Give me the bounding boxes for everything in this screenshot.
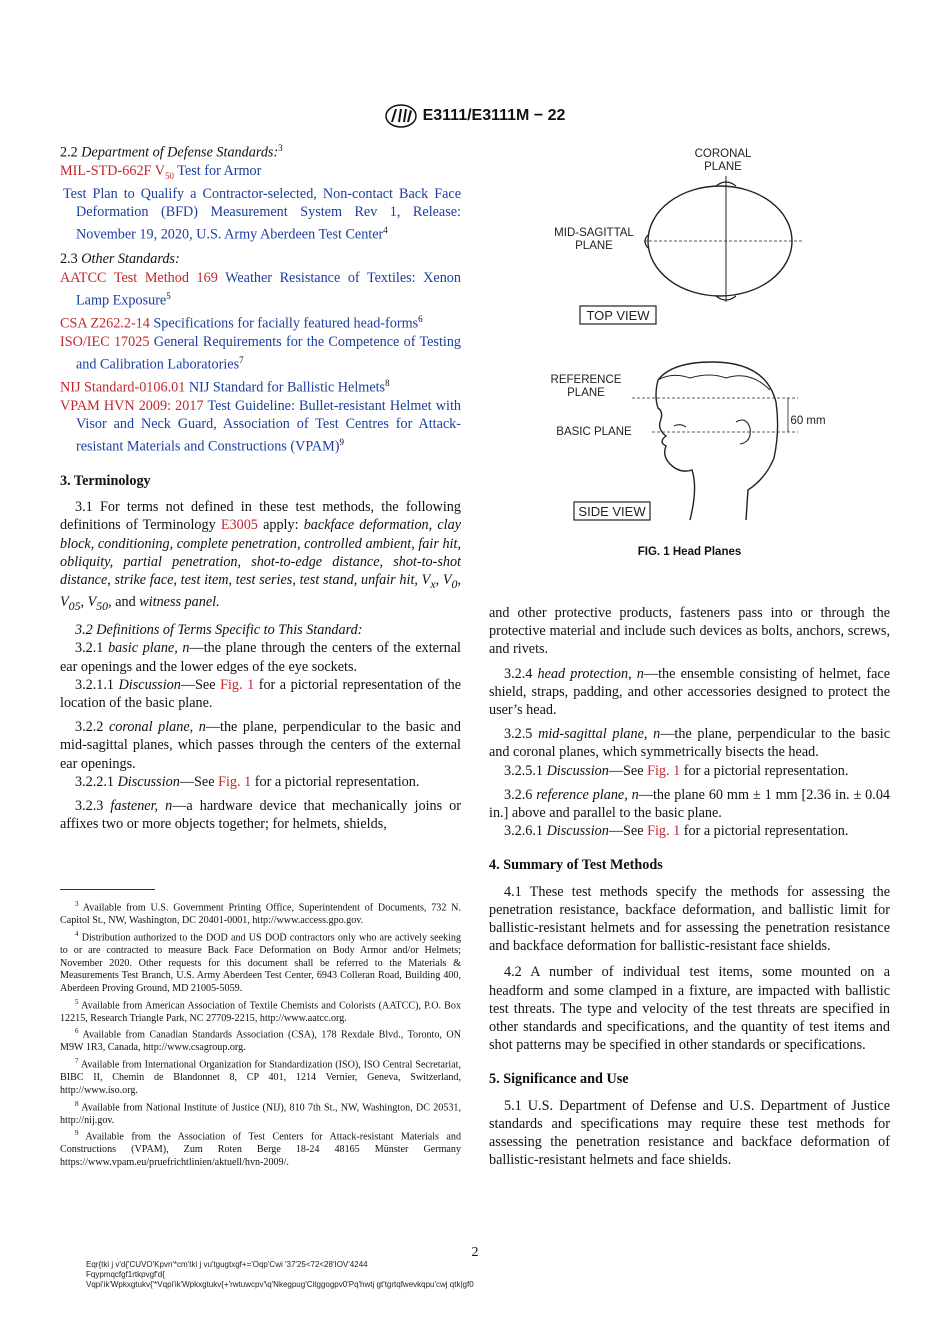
footer-line: Fqypmqcfgf1rtkpvgf'd{ [86,1270,165,1279]
paragraph-3-2-3-continued: and other protective products, fasteners pass into or through the protective material and include such devices as bolts, anchors, screws, and rivets. [489,605,890,658]
reference-item[interactable]: AATCC Test Method 169 Weather Resistance of Textiles: Xenon Lamp Exposure$^5$ [60,269,461,309]
label-coronal-plane: PLANE [704,161,742,173]
paragraph-3-2-1: 3.2.1 basic plane, n—the plane through the centers of the external ear openings and the lower edges of the eye sockets. [60,640,461,675]
footnote: $^5$ Available from American Association of Textile Chemists and Colorists (AATCC), P.O. Box 12215, Research Triangle Park, NC 27709-2215, http://www.aatcc.org. [60,997,461,1024]
link-fig-1[interactable]: Fig. 1 [218,773,252,790]
reference-item[interactable]: MIL-STD-662F $V_{50}$ Test for Armor [60,162,262,181]
license-footer [86,1260,474,1290]
paragraph-5-1: 5.1 U.S. Department of Defense and U.S. Department of Justice standards and specifications may require these test methods for assessing the penetration resistance and backface deformation of ballistic-resistant helmets and face shields. [489,1097,890,1169]
reference-item[interactable]: ISO/IEC 17025 General Requirements for the Competence of Testing and Calibration Laboratories$^7$ [60,333,462,373]
link-e3005[interactable]: E3005 [220,517,258,534]
link-fig-1[interactable]: Fig. 1 [220,676,255,693]
paragraph-3-2-4: 3.2.4 head protection, n—the ensemble consisting of helmet, face shield, straps, padding, and other accessories designed to protect the user’s head. [489,665,890,719]
paragraph-4-1: 4.1 These test methods specify the methods for assessing the penetration resistance, backface deformation, and ballistic limit for ballistic-resistant helmets and for assessing the penetration resistance and backface deformation for ballistic-resistant face shields. [489,883,890,955]
side-view-label: SIDE VIEW [578,504,646,519]
section-4-title: 4. Summary of Test Methods [489,857,663,874]
reference-item[interactable]: VPAM HVN 2009: 2017 Test Guideline: Bullet-resistant Helmet with Visor and Neck Guard, Association of Test Centres for Attack-resistant Materials and Constructions (VPAM)$^9$ [60,397,461,455]
left-column [60,139,461,833]
footnote: $^3$ Available from U.S. Government Printing Office, Superintendent of Documents, 732 N. Capitol St., NW, Washington, DC 20401-0001, http://www.access.gpo.gov. [60,900,461,927]
footnote-rule [60,889,155,890]
right-column [489,604,890,1169]
hair-outline [658,375,770,390]
paragraph-3-2-6: 3.2.6 reference plane, n—the plane 60 mm ± 1 mm [2.36 in. ± 0.04 in.] above and parallel to the basic plane. [489,786,891,822]
eye-side [674,425,686,427]
paragraph-3-2-2-1: 3.2.2.1 Discussion—See Fig. 1 for a pictorial representation. [75,773,420,790]
label-coronal: CORONAL [694,148,752,160]
paragraph-3-2-5-1: 3.2.5.1 Discussion—See Fig. 1 for a pictorial representation. [504,762,849,779]
footnote: $^4$ Distribution authorized to the DOD and US DOD contractors only who are actively seeking to or are contracted to measure Back Face Deformation on Body Armor and/or Helmets; November 2020. Other requests for this document shall be referred to the Materials & Measurements Test Branch, U.S. Army Aberdeen Test Center, 6943 Colleran Road, Building 400, Aberdeen Proving Ground, MD 21005-5059. [60,929,462,994]
dimension-label: 60 mm [790,415,826,427]
figure-head-planes [540,140,840,560]
top-view-label: TOP VIEW [586,308,650,323]
section-2-2-heading: 2.2 Department of Defense Standards:$^3$ [60,143,283,161]
profile-outline [656,362,778,520]
section-3-title: 3. Terminology [60,473,151,490]
section-5-title: 5. Significance and Use [489,1071,629,1088]
document-code: E3111/E3111M − 22 [422,107,566,124]
paragraph-3-1: 3.1 For terms not defined in these test methods, the following definitions of Terminology E3005 apply: backface deformation, clay block, conditioning, complete penetration, controlled ambient, fair hit, obliquity, partial penetration, shot-to-edge distance, shot-to-shot distance, strike face, test item, test series, test stand, unfair hit, $V_x$, $V_0$, $V_{05}$, $V_{50}$, and witness panel. [60,499,462,613]
reference-item[interactable]: NIJ Standard-0106.01 NIJ Standard for Ballistic Helmets$^8$ [60,377,390,396]
page-header [0,103,950,129]
astm-logo-icon [385,104,417,128]
paragraph-3-2-2: 3.2.2 coronal plane, n—the plane, perpendicular to the basic and mid-sagittal planes, which passes through the centers of the external ear openings. [60,719,461,772]
label-mid-sagittal-plane: PLANE [575,240,613,252]
paragraph-3-2: 3.2 Definitions of Terms Specific to This Standard: [75,622,363,639]
paragraph-3-2-6-1: 3.2.6.1 Discussion—See Fig. 1 for a pictorial representation. [504,823,849,840]
footer-line: Vqpi'ik'Wpkxgtukv{'*Vqpi'ik'Wpkxgtukv{+'rwtuwcpv'\q'Nkegpug'Citggogpv0'Pq'hwtj gt'tgrtqfwevkqpu'cwj qtk|gf0 [86,1280,474,1289]
link-fig-1[interactable]: Fig. 1 [647,762,681,779]
section-2-3-heading: 2.3 Other Standards: [60,251,180,268]
label-basic-plane: BASIC PLANE [556,426,632,438]
label-reference: REFERENCE [550,374,622,386]
reference-item[interactable]: Test Plan to Qualify a Contractor-selected, Non-contact Back Face Deformation (BFD) Measurement System Rev 1, Release: November 19, 2020, U.S. Army Aberdeen Test Center$^4$ [63,185,461,244]
footer-line: Eqr{tki j v'd{'CUVO'Kpvn'*cm'tki j vu'tgugtxgf+='Oqp'Cwi '37'25<72<28'IOV'4244 [86,1260,368,1269]
paragraph-3-2-5: 3.2.5 mid-sagittal plane, n—the plane, perpendicular to the basic and coronal planes, which symmetrically bisects the head. [489,726,890,761]
paragraph-4-2: 4.2 A number of individual test items, some mounted on a headform and some clamped in a fixture, are impacted with ballistic test threats. The type and velocity of the test threats are specified in other standards and specifications, and the quantity of test items and shot patterns may be specified in other standards or specifications. [489,964,890,1054]
figure-caption: FIG. 1 Head Planes [637,546,742,558]
paragraph-3-2-3: 3.2.3 fastener, n—a hardware device that mechanically joins or affixes two or more objects together; for helmets, shields, [60,797,461,833]
page-number: 2 [471,1245,479,1260]
footnote: $^6$ Available from Canadian Standards Association (CSA), 178 Rexdale Blvd., Toronto, ON M9W 1R3, Canada, http://www.csagroup.org. [60,1027,461,1054]
footnote: $^8$ Available from National Institute of Justice (NIJ), 810 7th St., NW, Washington, DC 20531, http://nij.gov. [60,1099,461,1126]
reference-item[interactable]: CSA Z262.2-14 Specifications for facially featured head-forms$^6$ [60,313,423,332]
footnotes [60,889,461,1170]
footnote: $^9$ Available from the Association of Test Centers for Attack-resistant Materials and Constructions (VPAM), Zum Roten Berge 18-24 48165 Münster Germany https://www.vpam.eu/pruefrichtlinien/aktuell/hvn-2009/. [60,1129,461,1169]
label-reference-plane: PLANE [567,387,605,399]
link-fig-1[interactable]: Fig. 1 [647,823,681,840]
paragraph-3-2-1-1: 3.2.1.1 Discussion—See Fig. 1 for a pictorial representation of the location of the basic plane. [60,676,462,711]
footnote: $^7$ Available from International Organization for Standardization (ISO), ISO Central Secretariat, BIBC II, Chemin de Blandonnet 8, CP 401, 1214 Vernier, Geneva, Switzerland, http://www.iso.org. [60,1057,462,1096]
label-mid-sagittal: MID-SAGITTAL [554,227,634,239]
